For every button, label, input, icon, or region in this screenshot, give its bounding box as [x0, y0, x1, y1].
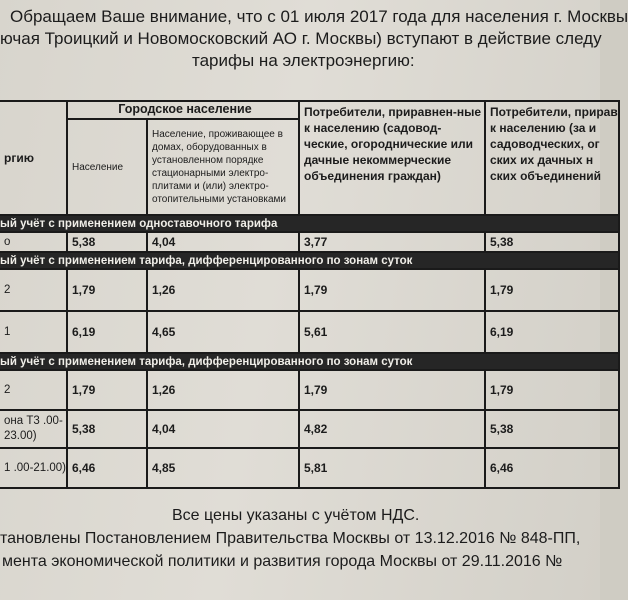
value-consumers-2: 6,46	[485, 448, 619, 488]
header-city-population: Городское население	[67, 101, 299, 119]
value-electric-stoves: 1,26	[147, 269, 299, 311]
section-single-rate: ый учёт с применением одноставочного тарифа	[0, 215, 619, 232]
value-consumers-1: 1,79	[299, 370, 485, 410]
section-three-zone: ый учёт с применением тарифа, дифференцированного по зонам суток	[0, 353, 619, 370]
value-electric-stoves: 4,04	[147, 232, 299, 252]
value-electric-stoves: 1,26	[147, 370, 299, 410]
value-population: 5,38	[67, 232, 147, 252]
value-consumers-1: 3,77	[299, 232, 485, 252]
value-consumers-1: 1,79	[299, 269, 485, 311]
intro-line-2: ючая Троицкий и Новомосковский АО г. Москвы) вступают в действие следу	[0, 29, 602, 48]
header-consumers-1: Потребители, приравнен-ные к населению (садовод-ческие, огороднические или дачные некоммерческие объединения граждан)	[299, 101, 485, 215]
header-population: Население	[67, 119, 147, 215]
value-consumers-2: 1,79	[485, 269, 619, 311]
value-consumers-1: 4,82	[299, 410, 485, 448]
value-consumers-2: 5,38	[485, 410, 619, 448]
header-population-electric-stoves: Население, проживающее в домах, оборудованных в установленном порядке стационарными электро-плитами и (или) электро-отопительными установками	[147, 119, 299, 215]
row-label: 2	[0, 269, 67, 311]
value-consumers-2: 5,38	[485, 232, 619, 252]
table-row	[0, 269, 619, 311]
header-consumers-2: Потребители, прирав к населению (за и садоводческих, ог ских их дачных н ских объединений	[485, 101, 619, 215]
row-label: она Т3 .00-23.00)	[0, 410, 67, 448]
value-consumers-2: 1,79	[485, 370, 619, 410]
table-row	[0, 232, 619, 252]
row-label: 1 .00-21.00)	[0, 448, 67, 488]
value-population: 6,19	[67, 311, 147, 353]
decree-line-1: тановлены Постановлением Правительства Москвы от 13.12.2016 № 848-ПП,	[0, 530, 581, 547]
value-population: 6,46	[67, 448, 147, 488]
section-two-zone: ый учёт с применением тарифа, дифференцированного по зонам суток	[0, 252, 619, 269]
value-electric-stoves: 4,65	[147, 311, 299, 353]
table-row	[0, 311, 619, 353]
table-row	[0, 448, 619, 488]
table-row	[0, 370, 619, 410]
header-energy: ргию	[0, 101, 67, 215]
row-label: 2	[0, 370, 67, 410]
vat-note: Все цены указаны с учётом НДС.	[172, 507, 420, 524]
intro-line-1: Обращаем Ваше внимание, что с 01 июля 2017 года для населения г. Москвы	[10, 7, 628, 26]
intro-line-3: тарифы на электроэнергию:	[192, 51, 415, 70]
value-consumers-1: 5,61	[299, 311, 485, 353]
value-population: 5,38	[67, 410, 147, 448]
value-electric-stoves: 4,85	[147, 448, 299, 488]
value-consumers-2: 6,19	[485, 311, 619, 353]
value-consumers-1: 5,81	[299, 448, 485, 488]
value-population: 1,79	[67, 269, 147, 311]
row-label: о	[0, 232, 67, 252]
tariff-table	[0, 100, 620, 489]
value-electric-stoves: 4,04	[147, 410, 299, 448]
table-row	[0, 410, 619, 448]
value-population: 1,79	[67, 370, 147, 410]
decree-line-2: мента экономической политики и развития города Москвы от 29.11.2016 №	[2, 553, 563, 570]
row-label: 1	[0, 311, 67, 353]
